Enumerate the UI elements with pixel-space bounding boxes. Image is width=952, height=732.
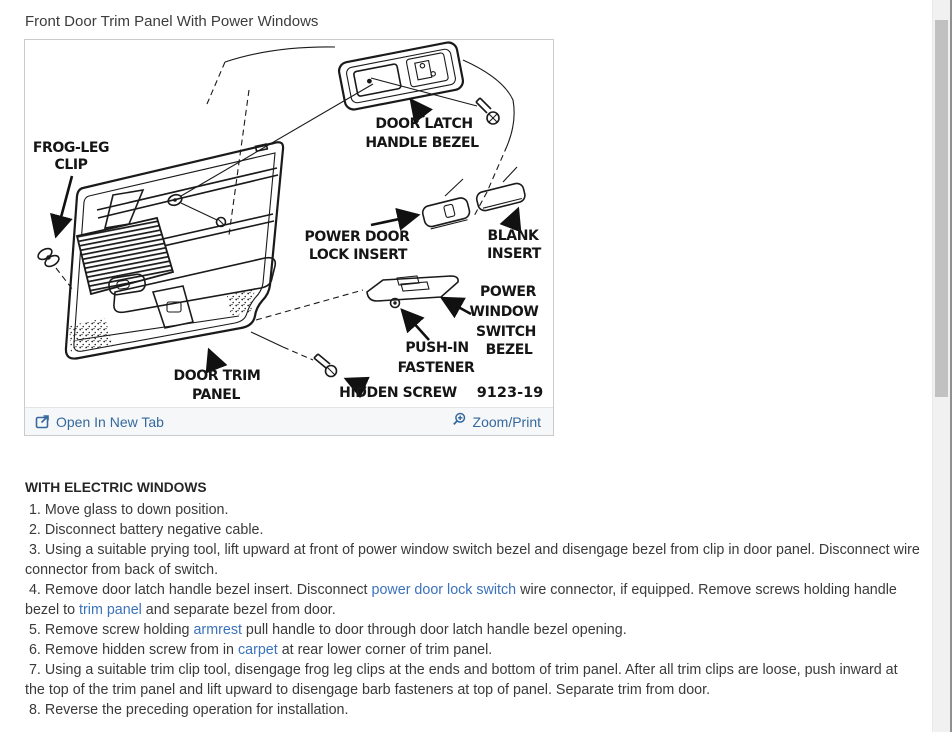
- scrollbar-thumb[interactable]: [935, 20, 948, 397]
- page-title: Front Door Trim Panel With Power Windows: [25, 13, 319, 30]
- arrow-door-trim-panel: [209, 350, 216, 368]
- instruction-step: [25, 580, 920, 620]
- door-trim-panel-drawing: [66, 84, 373, 359]
- step-text: 6. Remove hidden screw from in: [25, 642, 238, 658]
- label-door-trim-panel: DOOR TRIM: [173, 368, 261, 384]
- arrow-frog-leg-clip: [56, 176, 72, 236]
- inline-link[interactable]: trim panel: [79, 602, 142, 618]
- zoom-print-label: Zoom/Print: [472, 413, 541, 430]
- instruction-step: [25, 660, 920, 700]
- scrollbar[interactable]: [932, 0, 950, 732]
- step-text: 7. Using a suitable trim clip tool, disengage frog leg clips at the ends and bottom of trim panel. After all trim clips are loose, push inward at the top of the trim panel and lift upward to disengage barb fasteners at top of panel. Separate trim from door.: [25, 662, 902, 698]
- instruction-step: [25, 700, 920, 720]
- arrow-power-door-lock-insert: [371, 215, 418, 225]
- step-text: 8. Reverse the preceding operation for installation.: [25, 702, 349, 718]
- label-hidden-screw: HIDDEN SCREW: [339, 385, 457, 401]
- label-power-window-switch-bezel: SWITCH: [476, 324, 536, 340]
- figure-number: 9123-19: [476, 385, 544, 401]
- open-in-new-tab-icon: [35, 414, 50, 429]
- stipple-texture: [227, 288, 255, 316]
- figure-box: [24, 39, 554, 436]
- open-in-new-tab-label: Open In New Tab: [56, 413, 164, 430]
- inline-link[interactable]: power door lock switch: [371, 582, 517, 598]
- label-power-door-lock-insert: POWER DOOR: [304, 229, 410, 245]
- step-text: 3. Using a suitable prying tool, lift upward at front of power window switch bezel and disengage bezel from clip in door panel. Disconnect wire connector from back of switch.: [25, 542, 924, 578]
- label-frog-leg-clip: CLIP: [54, 157, 88, 173]
- open-in-new-tab-link[interactable]: [35, 414, 164, 430]
- power-window-switch-bezel-drawing: [256, 276, 458, 320]
- instructions-section: [25, 478, 924, 720]
- inline-link[interactable]: armrest: [193, 622, 242, 638]
- instruction-step: [25, 520, 920, 540]
- arrow-blank-insert: [511, 209, 518, 227]
- label-push-in-fastener: FASTENER: [397, 360, 475, 376]
- step-text: 5. Remove screw holding: [25, 622, 194, 638]
- pull-strap: [153, 286, 193, 328]
- label-frog-leg-clip: FROG-LEG: [32, 140, 110, 156]
- label-door-latch-handle-bezel: DOOR LATCH: [375, 116, 473, 132]
- arrow-power-window-switch-bezel: [442, 298, 471, 314]
- label-power-window-switch-bezel: WINDOW: [469, 304, 539, 320]
- blank-insert-drawing: [475, 182, 526, 212]
- label-power-window-switch-bezel: POWER: [480, 284, 536, 300]
- frog-leg-clip-drawing: [36, 246, 73, 290]
- label-power-window-switch-bezel: BEZEL: [485, 342, 533, 358]
- instruction-step: [25, 640, 920, 660]
- label-push-in-fastener: PUSH-IN: [405, 340, 469, 356]
- step-text: 2. Disconnect battery negative cable.: [25, 522, 264, 538]
- step-text: wire connector, if equipped. Remove screws holding handle bezel to: [25, 582, 901, 618]
- arrow-door-latch-bezel: [411, 100, 424, 117]
- label-power-door-lock-insert: LOCK INSERT: [308, 247, 408, 263]
- instruction-step: [25, 500, 920, 520]
- figure-footer: [25, 407, 553, 435]
- label-blank-insert: INSERT: [487, 246, 541, 262]
- inline-link[interactable]: carpet: [237, 642, 278, 658]
- label-door-trim-panel: PANEL: [191, 387, 241, 403]
- zoom-print-link[interactable]: [452, 412, 541, 431]
- section-heading: WITH ELECTRIC WINDOWS: [25, 480, 207, 495]
- step-text: pull handle to door through door latch handle bezel opening.: [241, 622, 627, 638]
- hidden-screw-drawing: [251, 332, 337, 377]
- power-door-lock-insert-drawing: [421, 196, 471, 229]
- instruction-step: [25, 540, 924, 580]
- door-trim-diagram: [25, 40, 553, 407]
- arrow-push-in-fastener: [402, 310, 429, 340]
- step-text: 4. Remove door latch handle bezel insert. Disconnect: [25, 582, 372, 598]
- steps-list: [25, 500, 924, 720]
- bezel-screw: [476, 98, 499, 124]
- instruction-step: [25, 620, 920, 640]
- label-door-latch-handle-bezel: HANDLE BEZEL: [365, 135, 479, 151]
- step-text: 1. Move glass to down position.: [25, 502, 229, 518]
- step-text: at rear lower corner of trim panel.: [277, 642, 493, 658]
- label-blank-insert: BLANK: [487, 228, 539, 244]
- zoom-in-icon: [452, 412, 467, 427]
- step-text: and separate bezel from door.: [141, 602, 336, 618]
